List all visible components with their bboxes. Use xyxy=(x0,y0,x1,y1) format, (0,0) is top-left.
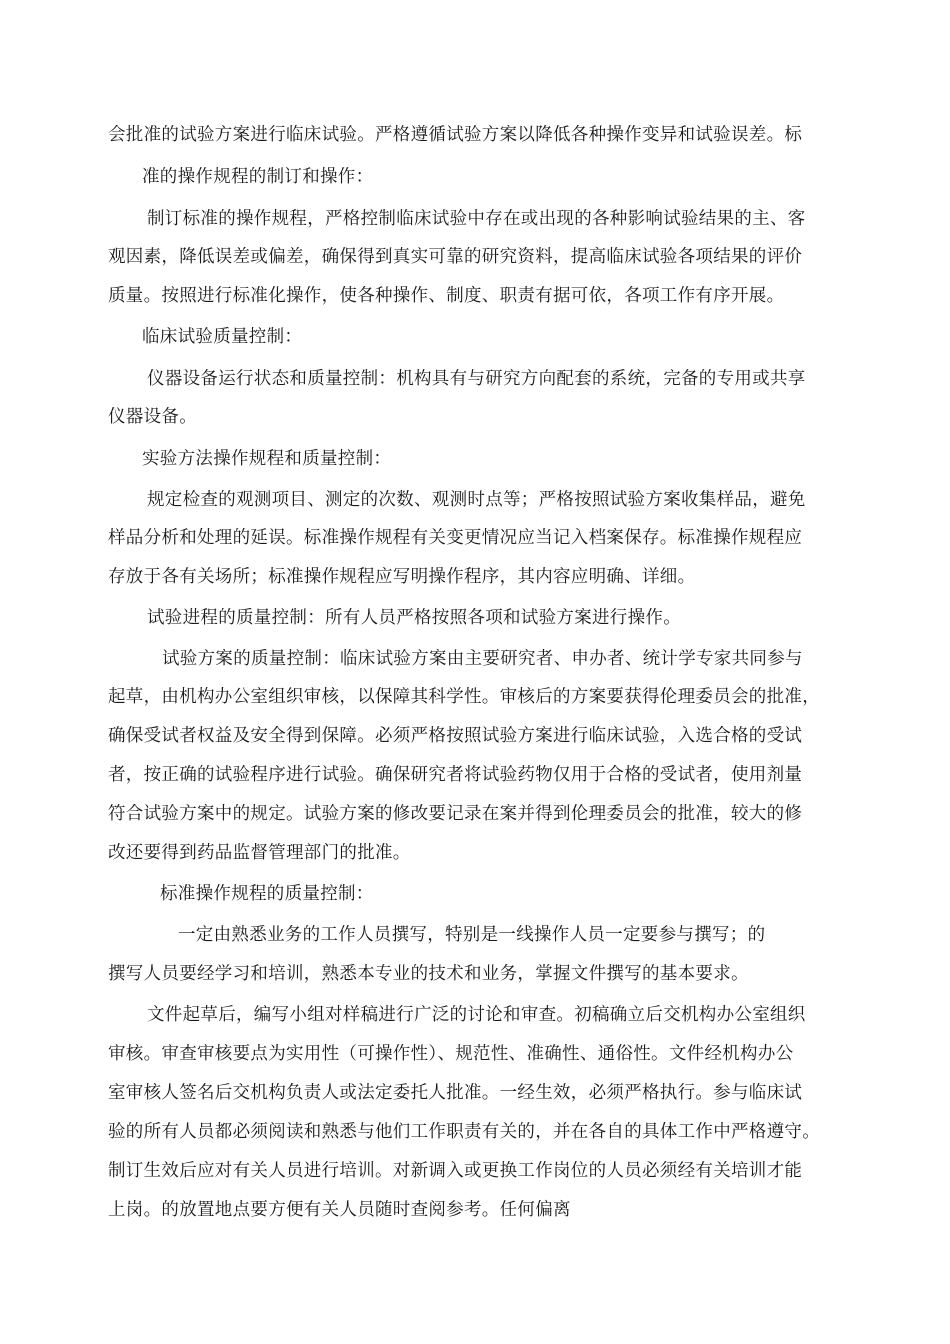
text-line-19: 改还要得到药品监督管理部门的批准。 xyxy=(108,843,411,863)
text-line-26: 验的所有人员都必须阅读和熟悉与他们工作职责有关的，并在各自的具体工作中严格遵守。 xyxy=(108,1122,820,1142)
text-line-28: 上岗。的放置地点要方便有关人员随时查阅参考。任何偏离 xyxy=(108,1200,571,1220)
text-line-27: 制订生效后应对有关人员进行培训。对新调入或更换工作岗位的人员必须经有关培训才能 xyxy=(108,1161,803,1181)
text-line-4: 观因素，降低误差或偏差，确保得到真实可靠的研究资料，提高临床试验各项结果的评价 xyxy=(108,247,803,267)
text-line-14: 试验方案的质量控制：临床试验方案由主要研究者、申办者、统计学专家共同参与 xyxy=(162,649,803,669)
text-line-17: 者，按正确的试验程序进行试验。确保研究者将试验药物仅用于合格的受试者，使用剂量 xyxy=(108,765,803,785)
text-line-7: 仪器设备运行状态和质量控制：机构具有与研究方向配套的系统，完备的专用或共享 xyxy=(147,369,806,389)
text-line-11: 样品分析和处理的延误。标准操作规程有关变更情况应当记入档案保存。标准操作规程应 xyxy=(108,528,803,548)
text-line-13: 试验进程的质量控制：所有人员严格按照各项和试验方案进行操作。 xyxy=(147,608,681,628)
text-line-18: 符合试验方案中的规定。试验方案的修改要记录在案并得到伦理委员会的批准，较大的修 xyxy=(108,804,803,824)
text-line-10: 规定检查的观测项目、测定的次数、观测时点等；严格按照试验方案收集样品，避免 xyxy=(147,490,806,510)
section-heading-sop-quality: 标准操作规程的质量控制： xyxy=(160,884,374,904)
section-heading-sop: 准的操作规程的制订和操作： xyxy=(142,167,374,187)
text-line-23: 文件起草后，编写小组对样稿进行广泛的讨论和审查。初稿确立后交机构办公室组织 xyxy=(147,1005,806,1025)
text-line-1: 会批准的试验方案进行临床试验。严格遵循试验方案以降低各种操作变异和试验误差。标 xyxy=(108,125,803,145)
text-line-15: 起草，由机构办公室组织审核，以保障其科学性。审核后的方案要获得伦理委员会的批准， xyxy=(108,687,820,707)
text-line-12: 存放于各有关场所；标准操作规程应写明操作程序，其内容应明确、详细。 xyxy=(108,567,696,587)
text-line-22: 撰写人员要经学习和培训，熟悉本专业的技术和业务，掌握文件撰写的基本要求。 xyxy=(108,964,749,984)
section-heading-methods: 实验方法操作规程和质量控制： xyxy=(142,449,392,469)
text-line-5: 质量。按照进行标准化操作，使各种操作、制度、职责有据可依，各项工作有序开展。 xyxy=(108,286,785,306)
text-line-24: 审核。审查审核要点为实用性（可操作性）、规范性、准确性、通俗性。文件经机构办公 xyxy=(108,1044,794,1064)
section-heading-quality-control: 临床试验质量控制： xyxy=(142,327,303,347)
text-line-25: 室审核人签名后交机构负责人或法定委托人批准。一经生效，必须严格执行。参与临床试 xyxy=(108,1083,803,1103)
text-line-8: 仪器设备。 xyxy=(108,407,197,427)
text-line-16: 确保受试者权益及安全得到保障。必须严格按照试验方案进行临床试验，入选合格的受试 xyxy=(108,726,803,746)
text-line-21: 一定由熟悉业务的工作人员撰写，特别是一线操作人员一定要参与撰写；的 xyxy=(178,925,766,945)
text-line-3: 制订标准的操作规程，严格控制临床试验中存在或出现的各种影响试验结果的主、客 xyxy=(147,209,806,229)
